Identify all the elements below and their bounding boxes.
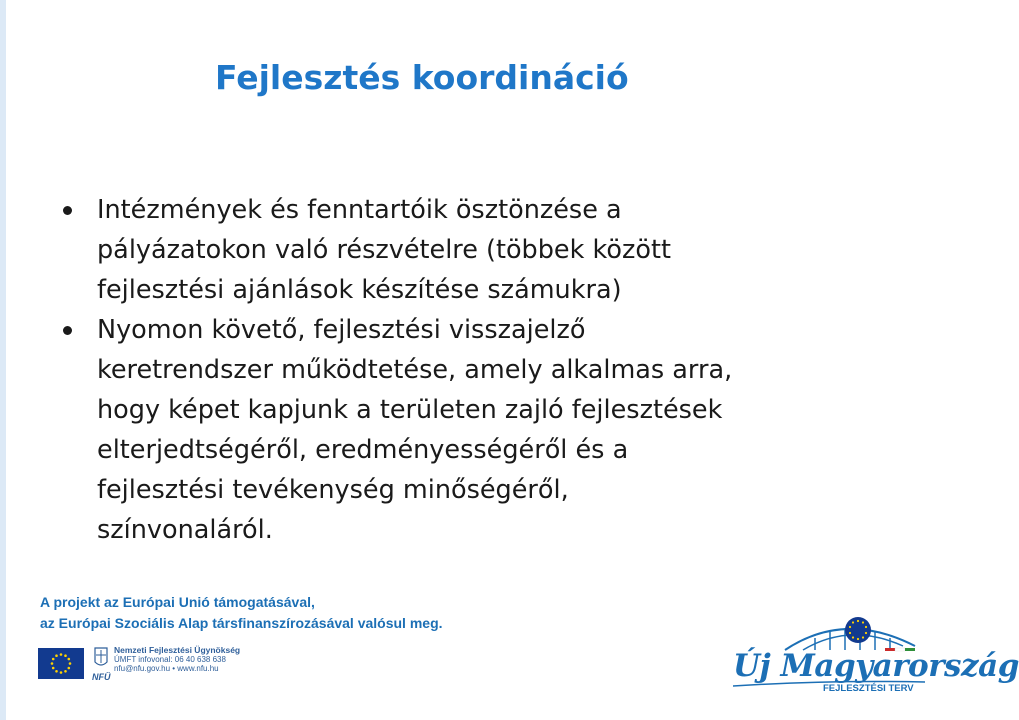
bullet-line: hogy képet kapjunk a területen zajló fejlesztések bbox=[97, 395, 723, 425]
uj-magyarorszag-logo-icon bbox=[725, 610, 1019, 700]
agency-contact: nfu@nfu.gov.hu • www.nfu.hu bbox=[114, 664, 219, 673]
bullet-line: elterjedtségéről, eredményességéről és a bbox=[97, 435, 629, 465]
agency-infoline: ÚMFT infovonal: 06 40 638 638 bbox=[114, 655, 226, 664]
slide-title: Fejlesztés koordináció bbox=[215, 58, 629, 97]
nfu-text bbox=[114, 646, 240, 673]
bullet-item bbox=[60, 190, 940, 310]
funding-line: A projekt az Európai Unió támogatásával, bbox=[40, 594, 315, 610]
bullet-line: pályázatokon való részvételre (többek között bbox=[97, 235, 671, 265]
logo-sub-text: FEJLESZTÉSI TERV bbox=[823, 683, 914, 694]
funding-statement bbox=[40, 592, 443, 634]
agency-name: Nemzeti Fejlesztési Ügynökség bbox=[114, 645, 241, 655]
agency-abbr: NFÜ bbox=[92, 672, 111, 682]
bullet-line: színvonaláról. bbox=[97, 515, 273, 545]
nfu-agency-block bbox=[92, 646, 292, 682]
bullet-line: Intézmények és fenntartóik ösztönzése a bbox=[97, 195, 622, 225]
bullet-list bbox=[60, 190, 940, 550]
eu-flag-icon bbox=[38, 648, 84, 679]
bullet-item bbox=[60, 310, 940, 550]
bullet-line: Nyomon követő, fejlesztési visszajelző bbox=[97, 315, 586, 345]
bullet-line: fejlesztési tevékenység minőségéről, bbox=[97, 475, 569, 505]
bullet-line: fejlesztési ajánlások készítése számukra) bbox=[97, 275, 622, 305]
logo-main-text: Új Magyarország bbox=[733, 648, 1019, 684]
funding-line: az Európai Szociális Alap társfinanszírozásával valósul meg. bbox=[40, 615, 443, 631]
left-accent-bar bbox=[0, 0, 6, 720]
bullet-line: keretrendszer működtetése, amely alkalmas arra, bbox=[97, 355, 733, 385]
bullet-dot-icon bbox=[63, 326, 72, 335]
bullet-dot-icon bbox=[63, 206, 72, 215]
